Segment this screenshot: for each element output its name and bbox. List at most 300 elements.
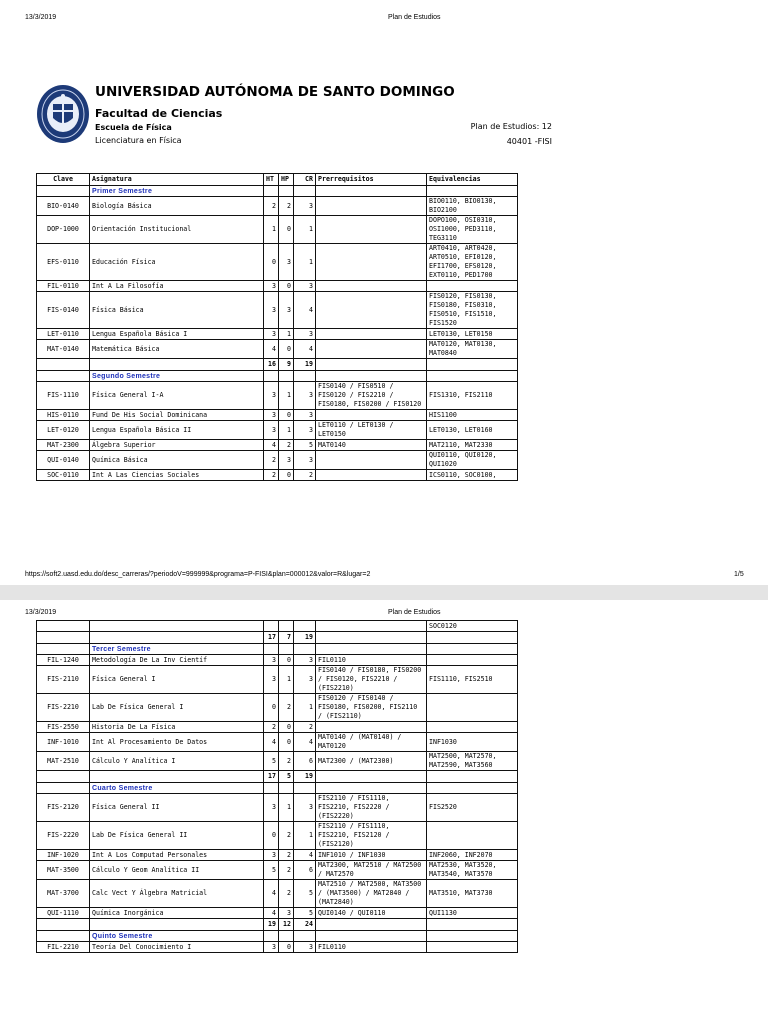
course-name: Química Inorgánica [90, 908, 264, 919]
university-seal-icon [36, 84, 90, 144]
course-row [37, 908, 518, 919]
course-prerequisites: FIS0120 / FIS0140 / FIS0180, FIS0200, FIS2110 / (FIS2110) [316, 694, 427, 722]
course-equivalencies: MAT2500, MAT2570, MAT2590, MAT3560 [427, 752, 518, 771]
course-code: QUI-1110 [37, 908, 90, 919]
course-equivalencies [427, 281, 518, 292]
course-row [37, 216, 518, 244]
course-equivalencies: MAT3510, MAT3730 [427, 880, 518, 908]
course-equivalencies: QUI1130 [427, 908, 518, 919]
course-prerequisites [316, 281, 427, 292]
semester-label: Tercer Semestre [90, 644, 264, 655]
course-cr: 5 [294, 880, 316, 908]
course-code: FIS-2550 [37, 722, 90, 733]
course-name: Química Básica [90, 451, 264, 470]
course-hp: 2 [279, 694, 294, 722]
empty-cell [316, 644, 427, 655]
empty-cell [316, 931, 427, 942]
course-cr: 1 [294, 694, 316, 722]
course-ht: 4 [264, 733, 279, 752]
empty-cell [427, 371, 518, 382]
course-name: Matemática Básica [90, 340, 264, 359]
course-row [37, 410, 518, 421]
course-cr: 3 [294, 451, 316, 470]
page-number: 1/5 [734, 571, 744, 578]
col-header-asignatura: Asignatura [90, 174, 264, 186]
col-header-clave: Clave [37, 174, 90, 186]
semester-total-row [37, 632, 518, 644]
course-hp: 3 [279, 451, 294, 470]
empty-cell [279, 931, 294, 942]
total-hp: 9 [279, 359, 294, 371]
course-ht [264, 621, 279, 632]
course-cr: 6 [294, 861, 316, 880]
course-cr: 4 [294, 292, 316, 329]
course-row [37, 794, 518, 822]
page-separator [0, 585, 768, 600]
course-hp: 0 [279, 942, 294, 953]
course-ht: 3 [264, 281, 279, 292]
course-ht: 2 [264, 722, 279, 733]
plan-number: Plan de Estudios: 12 [470, 122, 552, 131]
course-code: LET-0120 [37, 421, 90, 440]
course-prerequisites: FIS0140 / FIS0510 / FIS0120 / FIS2210 / FIS0180, FIS0200 / FIS0120 [316, 382, 427, 410]
source-url: https://soft2.uasd.edu.do/desc_carreras/?periodoV=999999&programa=P-FISI&plan=000012&valor=R&lugar=2 [25, 571, 371, 578]
course-hp: 2 [279, 752, 294, 771]
course-cr: 1 [294, 216, 316, 244]
course-code: DOP-1000 [37, 216, 90, 244]
course-equivalencies: SOC0120 [427, 621, 518, 632]
course-name: Lengua Española Básica II [90, 421, 264, 440]
total-cr: 19 [294, 771, 316, 783]
empty-cell [316, 783, 427, 794]
empty-cell [316, 632, 427, 644]
course-name: Cálculo Y Analítica I [90, 752, 264, 771]
course-row [37, 197, 518, 216]
course-equivalencies: INF1030 [427, 733, 518, 752]
empty-cell [37, 783, 90, 794]
course-hp: 0 [279, 340, 294, 359]
course-row [37, 655, 518, 666]
col-header-ht: HT [264, 174, 279, 186]
course-hp: 3 [279, 908, 294, 919]
course-equivalencies: FIS0120, FIS0130, FIS0180, FIS0310, FIS0510, FIS1510, FIS1520 [427, 292, 518, 329]
course-equivalencies: HIS1100 [427, 410, 518, 421]
course-code: SOC-0110 [37, 470, 90, 481]
empty-cell [316, 919, 427, 931]
course-row [37, 292, 518, 329]
empty-cell [37, 632, 90, 644]
empty-cell [264, 186, 279, 197]
degree-name: Licenciatura en Física [95, 136, 182, 145]
course-equivalencies: DOPO100, OSI0310, OSI1000, PED3110, TEG3110 [427, 216, 518, 244]
empty-cell [294, 783, 316, 794]
course-prerequisites: FIL0110 [316, 655, 427, 666]
course-code: FIL-2210 [37, 942, 90, 953]
col-header-cr: CR [294, 174, 316, 186]
course-cr: 5 [294, 908, 316, 919]
total-ht: 17 [264, 632, 279, 644]
course-code: BIO-0140 [37, 197, 90, 216]
course-cr: 3 [294, 281, 316, 292]
course-code: FIS-2110 [37, 666, 90, 694]
course-cr: 2 [294, 722, 316, 733]
empty-cell [427, 931, 518, 942]
course-equivalencies: MAT2110, MAT2330 [427, 440, 518, 451]
total-hp: 12 [279, 919, 294, 931]
course-name: Física General II [90, 794, 264, 822]
course-row [37, 281, 518, 292]
total-cr: 24 [294, 919, 316, 931]
course-cr: 5 [294, 440, 316, 451]
course-code: MAT-2510 [37, 752, 90, 771]
course-name: Física General I-A [90, 382, 264, 410]
course-equivalencies: LET0130, LET0160 [427, 421, 518, 440]
empty-cell [279, 371, 294, 382]
course-ht: 4 [264, 440, 279, 451]
course-ht: 2 [264, 470, 279, 481]
course-name: Física General I [90, 666, 264, 694]
empty-cell [264, 644, 279, 655]
course-prerequisites: INF1010 / INF1030 [316, 850, 427, 861]
semester-label: Primer Semestre [90, 186, 264, 197]
course-row [37, 722, 518, 733]
empty-cell [294, 186, 316, 197]
semester-row [37, 931, 518, 942]
course-name: Historia De La Física [90, 722, 264, 733]
course-code: MAT-3700 [37, 880, 90, 908]
course-code: MAT-2300 [37, 440, 90, 451]
empty-cell [427, 919, 518, 931]
course-equivalencies: FIS1110, FIS2510 [427, 666, 518, 694]
course-equivalencies: BIO0110, BIO0130, BIO2100 [427, 197, 518, 216]
course-code: INF-1020 [37, 850, 90, 861]
course-cr: 4 [294, 340, 316, 359]
empty-cell [427, 359, 518, 371]
course-ht: 0 [264, 244, 279, 281]
course-hp: 0 [279, 281, 294, 292]
course-code: EFS-0110 [37, 244, 90, 281]
course-hp: 0 [279, 410, 294, 421]
course-equivalencies: ART0410, ART0420, ART0510, EFI0120, EFI1700, EFS0120, EXT0110, PED1700 [427, 244, 518, 281]
course-ht: 3 [264, 655, 279, 666]
total-ht: 16 [264, 359, 279, 371]
print-date: 13/3/2019 [25, 14, 57, 21]
course-ht: 3 [264, 942, 279, 953]
course-cr: 3 [294, 410, 316, 421]
course-row [37, 621, 518, 632]
course-code: QUI-0140 [37, 451, 90, 470]
course-prerequisites: MAT2300 / (MAT2300) [316, 752, 427, 771]
course-name: Lab De Física General I [90, 694, 264, 722]
course-equivalencies: ICS0110, SOC0100, [427, 470, 518, 481]
empty-cell [294, 931, 316, 942]
course-ht: 3 [264, 421, 279, 440]
course-row [37, 382, 518, 410]
course-row [37, 421, 518, 440]
course-hp: 2 [279, 880, 294, 908]
empty-cell [37, 644, 90, 655]
empty-cell [427, 644, 518, 655]
empty-cell [427, 783, 518, 794]
course-name: Cálculo Y Geom Analítica II [90, 861, 264, 880]
course-row [37, 666, 518, 694]
course-prerequisites [316, 410, 427, 421]
total-hp: 5 [279, 771, 294, 783]
course-prerequisites: MAT0140 / (MAT0140) / MAT0120 [316, 733, 427, 752]
curriculum-table-page-1 [36, 173, 518, 481]
empty-cell [90, 359, 264, 371]
course-hp: 2 [279, 850, 294, 861]
empty-cell [279, 783, 294, 794]
course-row [37, 244, 518, 281]
course-prerequisites: MAT2300, MAT2510 / MAT2500 / MAT2570 [316, 861, 427, 880]
course-row [37, 822, 518, 850]
course-cr: 3 [294, 655, 316, 666]
empty-cell [316, 371, 427, 382]
empty-cell [37, 186, 90, 197]
course-name: Física Básica [90, 292, 264, 329]
course-code: LET-0110 [37, 329, 90, 340]
course-code: MAT-0140 [37, 340, 90, 359]
empty-cell [427, 186, 518, 197]
course-code: INF-1010 [37, 733, 90, 752]
course-cr: 2 [294, 470, 316, 481]
course-hp: 0 [279, 733, 294, 752]
empty-cell [264, 931, 279, 942]
course-row [37, 752, 518, 771]
course-code: FIS-1110 [37, 382, 90, 410]
empty-cell [90, 919, 264, 931]
total-cr: 19 [294, 359, 316, 371]
course-code: HIS-0110 [37, 410, 90, 421]
course-equivalencies [427, 694, 518, 722]
course-equivalencies [427, 942, 518, 953]
semester-row [37, 783, 518, 794]
empty-cell [37, 919, 90, 931]
empty-cell [279, 186, 294, 197]
course-hp: 1 [279, 329, 294, 340]
course-equivalencies: MAT0120, MAT0130, MAT0840 [427, 340, 518, 359]
semester-label: Quinto Semestre [90, 931, 264, 942]
course-ht: 4 [264, 908, 279, 919]
course-ht: 5 [264, 752, 279, 771]
course-code: FIS-2210 [37, 694, 90, 722]
course-row [37, 340, 518, 359]
course-ht: 3 [264, 329, 279, 340]
course-ht: 1 [264, 216, 279, 244]
course-ht: 2 [264, 451, 279, 470]
print-date-page-2: 13/3/2019 [25, 609, 57, 616]
total-cr: 19 [294, 632, 316, 644]
semester-total-row [37, 359, 518, 371]
course-name [90, 621, 264, 632]
course-row [37, 470, 518, 481]
course-code: MAT-3500 [37, 861, 90, 880]
faculty-name: Facultad de Ciencias [95, 107, 223, 120]
course-cr: 6 [294, 752, 316, 771]
semester-row [37, 371, 518, 382]
course-ht: 4 [264, 880, 279, 908]
course-name: Int A Las Ciencias Sociales [90, 470, 264, 481]
course-cr: 3 [294, 794, 316, 822]
empty-cell [316, 186, 427, 197]
course-ht: 4 [264, 340, 279, 359]
course-prerequisites: FIS2110 / FIS1110, FIS2210, FIS2120 / (FIS2120) [316, 822, 427, 850]
course-ht: 3 [264, 794, 279, 822]
course-row [37, 694, 518, 722]
course-hp: 0 [279, 722, 294, 733]
print-title-page-2: Plan de Estudios [388, 609, 441, 616]
course-prerequisites [316, 722, 427, 733]
course-hp: 1 [279, 666, 294, 694]
course-row [37, 880, 518, 908]
curriculum-table-page-2 [36, 620, 518, 953]
course-name: Int A La Filosofía [90, 281, 264, 292]
empty-cell [427, 771, 518, 783]
course-hp: 0 [279, 216, 294, 244]
course-name: Fund De His Social Dominicana [90, 410, 264, 421]
total-ht: 19 [264, 919, 279, 931]
col-header-equivalencias: Equivalencias [427, 174, 518, 186]
course-equivalencies: LET0130, LET0150 [427, 329, 518, 340]
course-prerequisites: MAT0140 [316, 440, 427, 451]
course-prerequisites [316, 197, 427, 216]
course-name: Teoría Del Conocimiento I [90, 942, 264, 953]
course-prerequisites [316, 621, 427, 632]
course-hp: 3 [279, 292, 294, 329]
semester-label: Segundo Semestre [90, 371, 264, 382]
table-header-row [37, 174, 518, 186]
course-name: Álgebra Superior [90, 440, 264, 451]
empty-cell [37, 931, 90, 942]
course-hp: 1 [279, 421, 294, 440]
total-hp: 7 [279, 632, 294, 644]
course-prerequisites: MAT2510 / MAT2500, MAT3500 / (MAT3500) / MAT2840 / (MAT2840) [316, 880, 427, 908]
course-cr: 3 [294, 329, 316, 340]
course-prerequisites: FIS0140 / FIS0180, FIS0200 / FIS0120, FIS2210 / (FIS2210) [316, 666, 427, 694]
course-cr: 1 [294, 822, 316, 850]
col-header-prerrequisitos: Prerrequisitos [316, 174, 427, 186]
course-ht: 0 [264, 822, 279, 850]
empty-cell [279, 644, 294, 655]
course-cr: 3 [294, 382, 316, 410]
course-hp: 0 [279, 470, 294, 481]
empty-cell [37, 771, 90, 783]
course-prerequisites: FIL0110 [316, 942, 427, 953]
course-row [37, 942, 518, 953]
course-prerequisites: LET0110 / LET0130 / LET0150 [316, 421, 427, 440]
course-ht: 3 [264, 292, 279, 329]
course-equivalencies: FIS2520 [427, 794, 518, 822]
course-hp: 1 [279, 382, 294, 410]
print-title: Plan de Estudios [388, 14, 441, 21]
empty-cell [316, 771, 427, 783]
course-ht: 3 [264, 666, 279, 694]
semester-total-row [37, 771, 518, 783]
empty-cell [294, 644, 316, 655]
course-cr: 3 [294, 421, 316, 440]
course-equivalencies [427, 822, 518, 850]
course-cr: 4 [294, 733, 316, 752]
course-code [37, 621, 90, 632]
course-name: Metodología De La Inv Científ [90, 655, 264, 666]
course-cr: 1 [294, 244, 316, 281]
semester-total-row [37, 919, 518, 931]
empty-cell [90, 632, 264, 644]
course-ht: 3 [264, 410, 279, 421]
pdf-page-2 [0, 600, 768, 1024]
course-equivalencies: INF2060, INF2070 [427, 850, 518, 861]
school-name: Escuela de Física [95, 123, 172, 132]
course-ht: 2 [264, 197, 279, 216]
course-hp: 1 [279, 794, 294, 822]
empty-cell [264, 783, 279, 794]
col-header-hp: HP [279, 174, 294, 186]
course-ht: 3 [264, 850, 279, 861]
course-cr [294, 621, 316, 632]
total-ht: 17 [264, 771, 279, 783]
course-code: FIS-2220 [37, 822, 90, 850]
empty-cell [427, 632, 518, 644]
course-prerequisites: FIS2110 / FIS1110, FIS2210, FIS2220 / (FIS2220) [316, 794, 427, 822]
semester-row [37, 644, 518, 655]
course-hp: 2 [279, 861, 294, 880]
course-name: Int Al Procesamiento De Datos [90, 733, 264, 752]
course-code: FIS-0140 [37, 292, 90, 329]
plan-code: 40401 -FISI [506, 137, 552, 146]
course-name: Biología Básica [90, 197, 264, 216]
empty-cell [294, 371, 316, 382]
course-prerequisites [316, 470, 427, 481]
course-hp: 2 [279, 822, 294, 850]
course-prerequisites [316, 451, 427, 470]
semester-row [37, 186, 518, 197]
course-row [37, 440, 518, 451]
course-prerequisites [316, 340, 427, 359]
course-prerequisites [316, 244, 427, 281]
course-name: Int A Los Computad Personales [90, 850, 264, 861]
empty-cell [37, 371, 90, 382]
course-equivalencies: QUI0110, QUI0120, QUI1020 [427, 451, 518, 470]
semester-label: Cuarto Semestre [90, 783, 264, 794]
course-equivalencies [427, 722, 518, 733]
course-hp: 0 [279, 655, 294, 666]
course-row [37, 733, 518, 752]
course-hp: 3 [279, 244, 294, 281]
course-row [37, 329, 518, 340]
course-code: FIL-0110 [37, 281, 90, 292]
course-row [37, 850, 518, 861]
course-cr: 4 [294, 850, 316, 861]
course-row [37, 861, 518, 880]
course-name: Educación Física [90, 244, 264, 281]
course-cr: 3 [294, 942, 316, 953]
course-hp: 2 [279, 440, 294, 451]
course-cr: 3 [294, 197, 316, 216]
course-code: FIS-2120 [37, 794, 90, 822]
empty-cell [264, 371, 279, 382]
course-cr: 3 [294, 666, 316, 694]
course-ht: 3 [264, 382, 279, 410]
course-hp: 2 [279, 197, 294, 216]
course-name: Lab De Física General II [90, 822, 264, 850]
empty-cell [37, 359, 90, 371]
course-row [37, 451, 518, 470]
course-name: Orientación Institucional [90, 216, 264, 244]
course-equivalencies [427, 655, 518, 666]
course-ht: 5 [264, 861, 279, 880]
course-prerequisites [316, 329, 427, 340]
